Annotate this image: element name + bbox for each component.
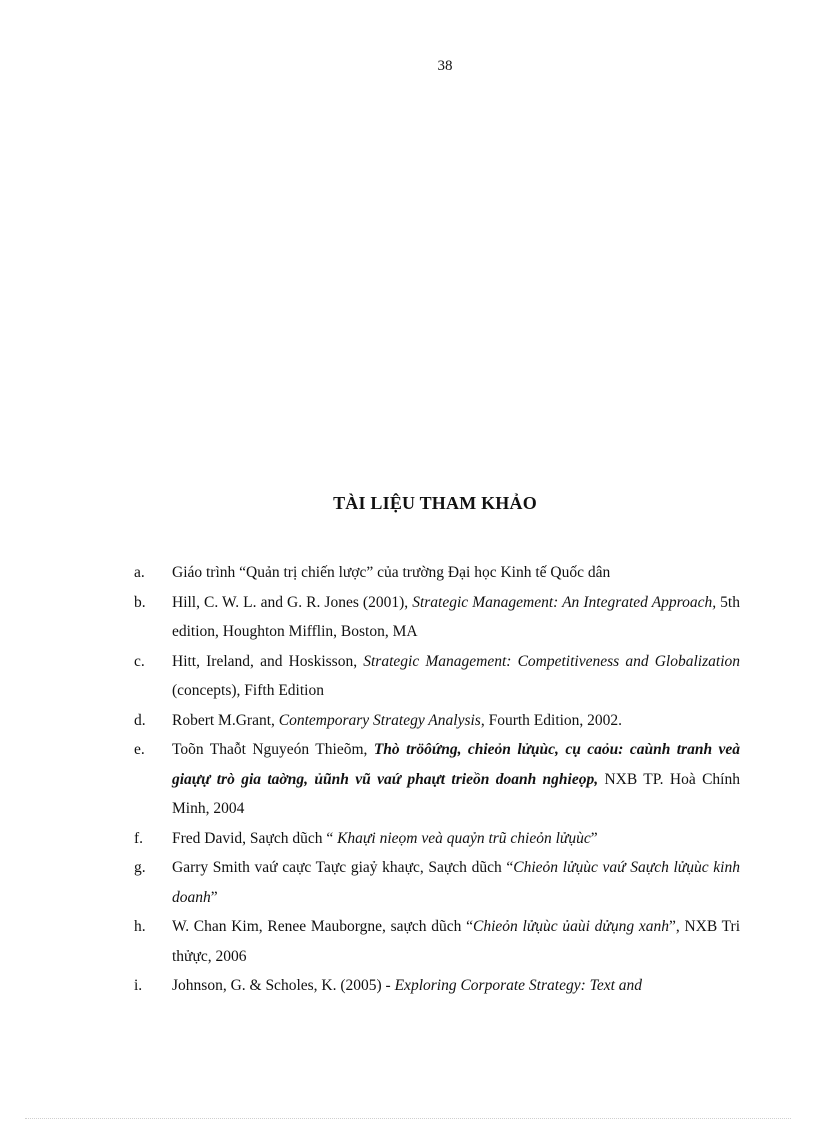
reference-segment: Robert M.Grant, (172, 711, 279, 729)
reference-segment: Toõn Thaỗt Nguyeón Thieõm, (172, 741, 374, 758)
reference-segment: Fred David, Saựch dũch “ (172, 829, 338, 847)
reference-segment: , Fourth Edition, 2002. (480, 711, 623, 729)
reference-title: Exploring Corporate Strategy: Text and (394, 977, 643, 994)
reference-segment: 5th edition, Houghton Mifflin, Boston, MA (172, 593, 740, 640)
reference-item (134, 824, 740, 854)
reference-item (134, 912, 740, 971)
reference-marker: f. (134, 829, 144, 847)
reference-text (172, 735, 740, 824)
page-bottom-divider (25, 1118, 791, 1119)
reference-item (134, 558, 740, 588)
reference-title: Chieỏn lửụùc ủaùi dửụng xanh (473, 918, 669, 935)
reference-title: Thò tröôứng, chieỏn lửụùc, cụ caỏu: caùnh tranh veà giaựự trò gia taờng, ủũnh vũ vaứ phaựt trieồn doanh nghieọp, (172, 741, 740, 788)
reference-segment: W. Chan Kim, Renee Mauborgne, saựch dũch “ (172, 918, 474, 935)
reference-item (134, 853, 740, 912)
reference-item (134, 588, 740, 647)
reference-marker: g. (134, 859, 146, 876)
reference-title: Chieỏn lửụùc vaứ Saựch lửụùc kinh doanh (172, 859, 740, 906)
reference-marker: a. (134, 564, 145, 581)
reference-text (172, 558, 740, 588)
reference-text (172, 706, 740, 736)
reference-item (134, 735, 740, 824)
reference-title: Khaựi nieọm veà quaỷn trũ chieỏn lửụùc (337, 829, 591, 847)
reference-text (172, 853, 740, 912)
reference-item (134, 647, 740, 706)
reference-text (172, 824, 740, 854)
reference-marker: c. (134, 652, 145, 670)
reference-segment: Hill, C. W. L. and G. R. Jones (2001), (172, 593, 413, 611)
reference-title: Strategic Management: Competitiveness and Globalization (363, 652, 740, 670)
reference-title: Strategic Management: An Integrated Approach, (412, 593, 717, 611)
reference-item (134, 971, 740, 1001)
reference-text (172, 588, 740, 647)
reference-item (134, 706, 740, 736)
reference-segment: NXB TP. Hoà Chính Minh, 2004 (172, 770, 740, 817)
reference-text (172, 971, 740, 1001)
reference-segment: Garry Smith vaứ caực Taực giaỷ khaực, Saựch dũch “ (172, 859, 514, 876)
reference-marker: b. (134, 593, 146, 611)
reference-segment: ” (590, 829, 598, 847)
reference-marker: h. (134, 918, 146, 935)
references-heading: TÀI LIỆU THAM KHẢO (333, 493, 537, 513)
reference-marker: d. (134, 711, 146, 729)
reference-segment: (concepts), Fifth Edition (172, 682, 324, 699)
reference-segment: Giáo trình “Quản trị chiến lược” của trường Đại học Kinh tế Quốc dân (172, 564, 611, 581)
reference-segment: ” (210, 888, 218, 906)
reference-segment: Hitt, Ireland, and Hoskisson, (172, 652, 364, 670)
reference-segment: Johnson, G. & Scholes, K. (2005) - (172, 977, 395, 994)
reference-text (172, 912, 740, 971)
reference-marker: e. (134, 741, 145, 758)
reference-marker: i. (134, 977, 143, 994)
reference-title: Contemporary Strategy Analysis (278, 711, 481, 729)
reference-text (172, 647, 740, 706)
reference-list (134, 558, 740, 1001)
reference-segment: ”, NXB Tri thửực, 2006 (172, 918, 741, 965)
page-number: 38 (437, 58, 453, 74)
